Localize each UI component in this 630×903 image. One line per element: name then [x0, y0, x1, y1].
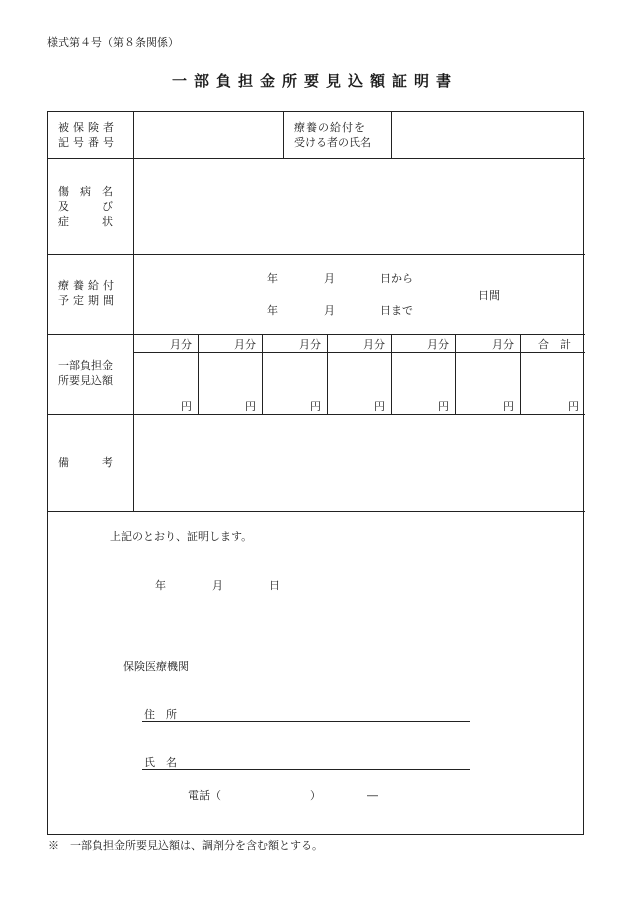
month-header-2: 月分 — [234, 338, 256, 351]
month-header-3: 月分 — [299, 338, 321, 351]
yen-unit-3: 円 — [310, 400, 321, 413]
cell-divider — [283, 112, 284, 158]
insured-number-field[interactable] — [134, 113, 282, 157]
footnote: ※ 一部負担金所要見込額は、調剤分を含む額とする。 — [48, 839, 323, 852]
phone-dash: ― — [367, 789, 378, 802]
month-header-4: 月分 — [363, 338, 385, 351]
injury-label-symptoms: 症 状 — [58, 215, 113, 228]
month-header-5: 月分 — [427, 338, 449, 351]
certificate-table — [47, 111, 584, 835]
phone-paren-close: ） — [310, 789, 321, 802]
period-day-to: 日まで — [380, 304, 413, 317]
injury-label: 傷 病 名 — [58, 185, 113, 198]
cert-month: 月 — [212, 579, 223, 592]
recipient-name-field[interactable] — [392, 113, 584, 157]
month-header-divider — [133, 352, 585, 353]
remarks-label: 備 考 — [58, 456, 113, 469]
period-label: 療養給付 — [58, 279, 118, 292]
form-number: 様式第４号（第８条関係） — [47, 36, 179, 49]
yen-unit-1: 円 — [181, 400, 192, 413]
certification-statement: 上記のとおり、証明します。 — [110, 530, 253, 543]
row-divider — [48, 254, 585, 255]
period-days: 日間 — [478, 289, 500, 302]
remarks-field[interactable] — [134, 415, 584, 510]
insured-number-label: 記号番号 — [58, 136, 118, 149]
period-month-to: 月 — [324, 304, 335, 317]
yen-unit-4: 円 — [374, 400, 385, 413]
period-day-from: 日から — [380, 272, 413, 285]
recipient-label: 療養の給付を — [294, 121, 366, 134]
insured-label: 被保険者 — [58, 121, 118, 134]
period-year-to: 年 — [267, 304, 278, 317]
injury-field[interactable] — [134, 159, 584, 253]
document-title: 一部負担金所要見込額証明書 — [171, 72, 458, 90]
amount-label-2: 所要見込額 — [58, 374, 113, 387]
name-label: 氏 名 — [144, 756, 177, 769]
institution-label: 保険医療機関 — [123, 660, 189, 673]
cert-day: 日 — [269, 579, 280, 592]
total-header: 合 計 — [538, 338, 571, 351]
yen-unit-6: 円 — [503, 400, 514, 413]
period-month-from: 月 — [324, 272, 335, 285]
recipient-name-label: 受ける者の氏名 — [294, 136, 371, 149]
address-label: 住 所 — [144, 708, 177, 721]
month-header-1: 月分 — [170, 338, 192, 351]
injury-label-and: 及 び — [58, 200, 113, 213]
row-divider — [48, 511, 585, 512]
row-divider — [48, 334, 585, 335]
yen-unit-5: 円 — [438, 400, 449, 413]
yen-unit-2: 円 — [245, 400, 256, 413]
phone-label: 電話（ — [188, 789, 221, 802]
period-label-2: 予定期間 — [58, 294, 118, 307]
address-underline[interactable] — [142, 721, 470, 722]
cert-year: 年 — [155, 579, 166, 592]
name-underline[interactable] — [142, 769, 470, 770]
month-header-6: 月分 — [492, 338, 514, 351]
yen-unit-total: 円 — [568, 400, 579, 413]
amount-label: 一部負担金 — [58, 359, 113, 372]
period-year-from: 年 — [267, 272, 278, 285]
